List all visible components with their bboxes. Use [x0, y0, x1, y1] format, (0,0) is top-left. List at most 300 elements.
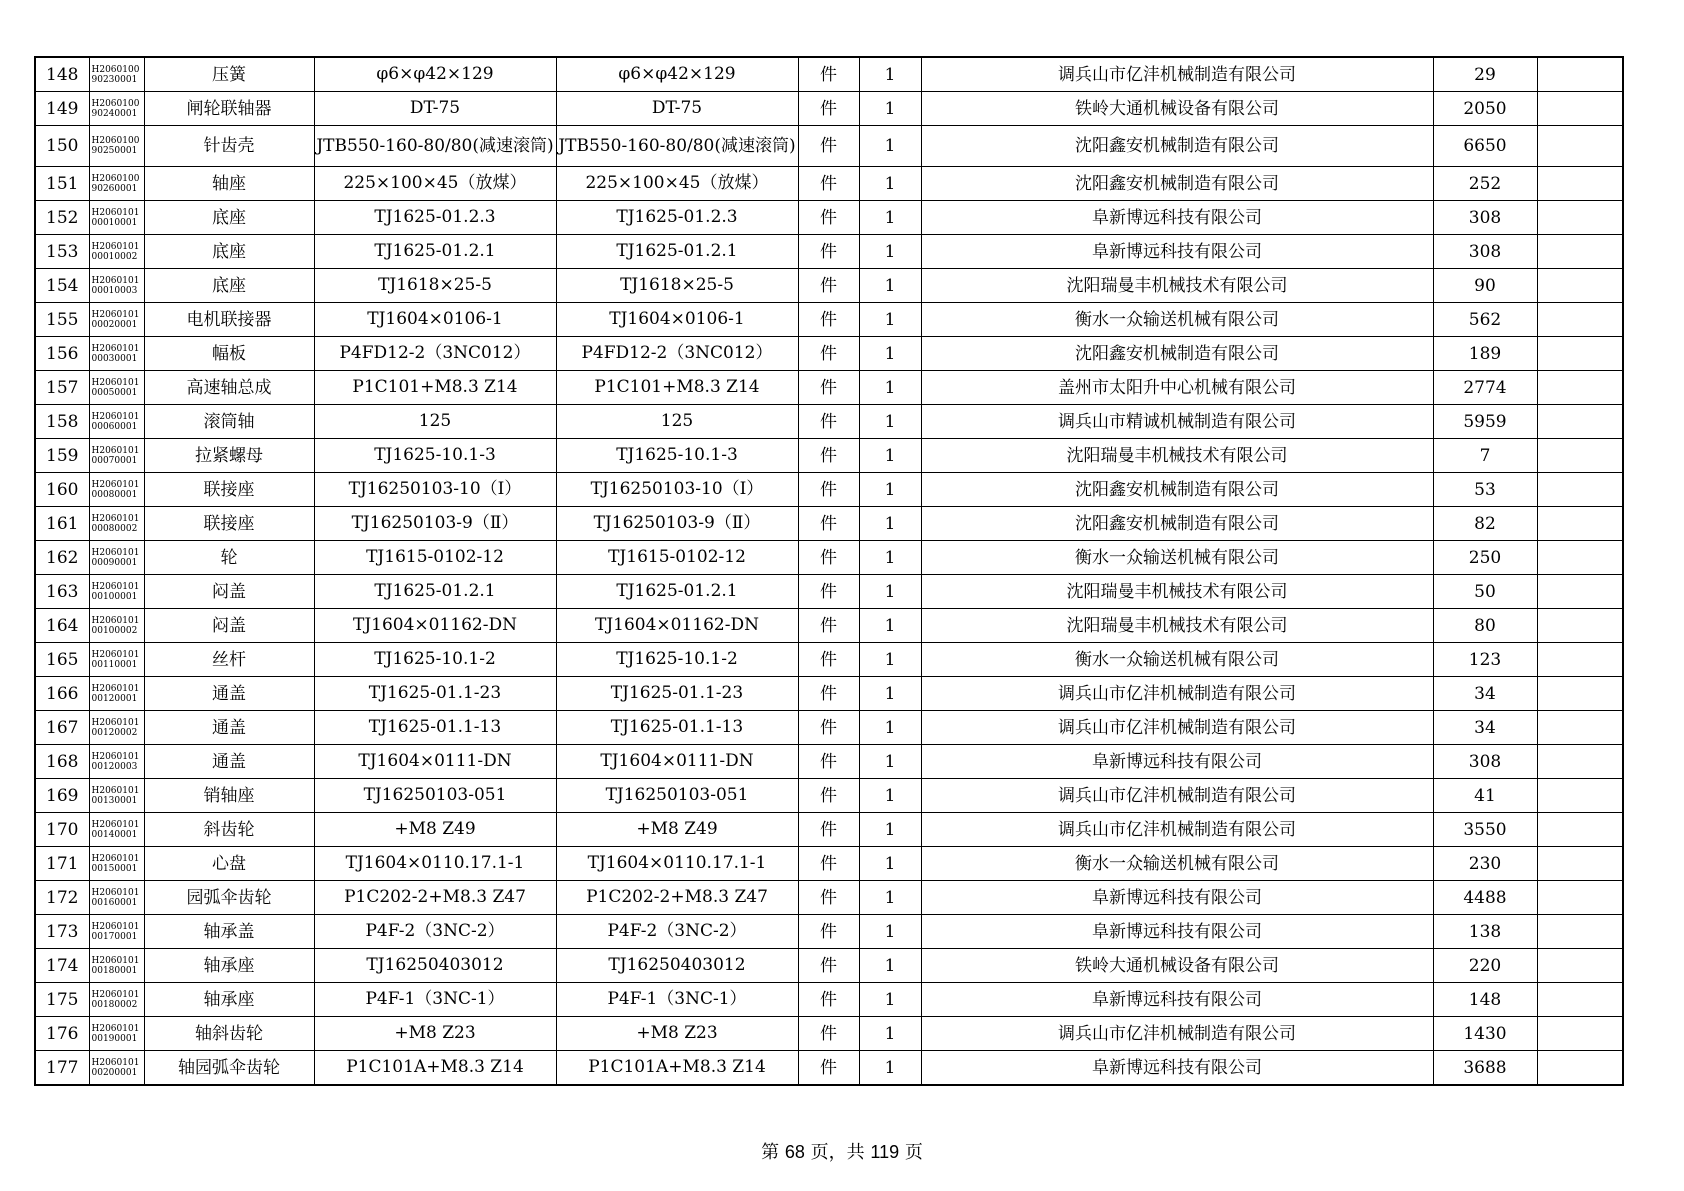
table-row	[35, 473, 1623, 507]
table-row	[35, 507, 1623, 541]
supplier-name-cell: 衡水一众输送机械有限公司	[921, 541, 1433, 575]
material-code-cell: H206010100070001	[89, 439, 144, 473]
material-code-cell: H206010100100002	[89, 609, 144, 643]
specification-cell: P4F-2（3NC-2）	[314, 915, 556, 949]
part-name-cell: 针齿壳	[144, 126, 314, 167]
part-name-cell: 斜齿轮	[144, 813, 314, 847]
material-code-cell: H206010100080001	[89, 473, 144, 507]
part-name-cell: 幅板	[144, 337, 314, 371]
supplier-name-cell: 盖州市太阳升中心机械有限公司	[921, 371, 1433, 405]
specification-cell: TJ1604×01162-DN	[314, 609, 556, 643]
part-name-cell: 通盖	[144, 711, 314, 745]
model-number-cell: P1C202-2+M8.3 Z47	[556, 881, 798, 915]
quantity-cell: 1	[859, 371, 921, 405]
unit-cell: 件	[798, 915, 859, 949]
part-name-cell: 轮	[144, 541, 314, 575]
table-row	[35, 269, 1623, 303]
remarks-cell	[1537, 507, 1623, 541]
model-number-cell: P4F-2（3NC-2）	[556, 915, 798, 949]
model-number-cell: TJ1618×25-5	[556, 269, 798, 303]
unit-cell: 件	[798, 983, 859, 1017]
table-row	[35, 779, 1623, 813]
table-row	[35, 983, 1623, 1017]
row-number-cell: 168	[35, 745, 89, 779]
remarks-cell	[1537, 881, 1623, 915]
supplier-name-cell: 沈阳鑫安机械制造有限公司	[921, 337, 1433, 371]
quantity-cell: 1	[859, 201, 921, 235]
remarks-cell	[1537, 167, 1623, 201]
unit-cell: 件	[798, 92, 859, 126]
row-number-cell: 153	[35, 235, 89, 269]
unit-price-cell: 308	[1433, 201, 1537, 235]
supplier-name-cell: 沈阳瑞曼丰机械技术有限公司	[921, 575, 1433, 609]
specification-cell: TJ1604×0111-DN	[314, 745, 556, 779]
part-name-cell: 心盘	[144, 847, 314, 881]
unit-cell: 件	[798, 779, 859, 813]
unit-price-cell: 50	[1433, 575, 1537, 609]
unit-cell: 件	[798, 1017, 859, 1051]
specification-cell: TJ1625-01.2.3	[314, 201, 556, 235]
unit-cell: 件	[798, 371, 859, 405]
unit-price-cell: 2774	[1433, 371, 1537, 405]
unit-cell: 件	[798, 711, 859, 745]
part-name-cell: 通盖	[144, 677, 314, 711]
material-code-cell: H206010100010003	[89, 269, 144, 303]
part-name-cell: 闷盖	[144, 575, 314, 609]
quantity-cell: 1	[859, 337, 921, 371]
parts-price-table	[34, 56, 1624, 1086]
unit-cell: 件	[798, 881, 859, 915]
supplier-name-cell: 衡水一众输送机械有限公司	[921, 847, 1433, 881]
remarks-cell	[1537, 126, 1623, 167]
model-number-cell: TJ1625-01.1-23	[556, 677, 798, 711]
table-row	[35, 813, 1623, 847]
remarks-cell	[1537, 575, 1623, 609]
unit-cell: 件	[798, 575, 859, 609]
supplier-name-cell: 阜新博远科技有限公司	[921, 745, 1433, 779]
quantity-cell: 1	[859, 677, 921, 711]
material-code-cell: H206010090240001	[89, 92, 144, 126]
row-number-cell: 163	[35, 575, 89, 609]
unit-cell: 件	[798, 269, 859, 303]
quantity-cell: 1	[859, 711, 921, 745]
current-page-number: 68	[784, 1142, 805, 1162]
unit-cell: 件	[798, 745, 859, 779]
row-number-cell: 172	[35, 881, 89, 915]
quantity-cell: 1	[859, 507, 921, 541]
material-code-cell: H206010100050001	[89, 371, 144, 405]
supplier-name-cell: 沈阳鑫安机械制造有限公司	[921, 126, 1433, 167]
remarks-cell	[1537, 813, 1623, 847]
specification-cell: TJ1604×0106-1	[314, 303, 556, 337]
table-row	[35, 235, 1623, 269]
supplier-name-cell: 沈阳瑞曼丰机械技术有限公司	[921, 269, 1433, 303]
remarks-cell	[1537, 235, 1623, 269]
table-row	[35, 201, 1623, 235]
row-number-cell: 164	[35, 609, 89, 643]
part-name-cell: 压簧	[144, 57, 314, 92]
model-number-cell: TJ1625-01.2.1	[556, 235, 798, 269]
table-row	[35, 881, 1623, 915]
specification-cell: TJ16250403012	[314, 949, 556, 983]
quantity-cell: 1	[859, 813, 921, 847]
unit-price-cell: 562	[1433, 303, 1537, 337]
specification-cell: JTB550-160-80/80(减速滚筒)	[314, 126, 556, 167]
unit-cell: 件	[798, 507, 859, 541]
supplier-name-cell: 调兵山市亿沣机械制造有限公司	[921, 677, 1433, 711]
unit-price-cell: 6650	[1433, 126, 1537, 167]
row-number-cell: 148	[35, 57, 89, 92]
model-number-cell: P1C101+M8.3 Z14	[556, 371, 798, 405]
table-row	[35, 575, 1623, 609]
unit-price-cell: 53	[1433, 473, 1537, 507]
remarks-cell	[1537, 609, 1623, 643]
model-number-cell: TJ1625-01.1-13	[556, 711, 798, 745]
unit-cell: 件	[798, 439, 859, 473]
unit-price-cell: 80	[1433, 609, 1537, 643]
remarks-cell	[1537, 405, 1623, 439]
remarks-cell	[1537, 92, 1623, 126]
part-name-cell: 销轴座	[144, 779, 314, 813]
supplier-name-cell: 沈阳鑫安机械制造有限公司	[921, 473, 1433, 507]
unit-cell: 件	[798, 677, 859, 711]
model-number-cell: TJ1625-01.2.3	[556, 201, 798, 235]
row-number-cell: 173	[35, 915, 89, 949]
part-name-cell: 丝杆	[144, 643, 314, 677]
part-name-cell: 底座	[144, 269, 314, 303]
supplier-name-cell: 铁岭大通机械设备有限公司	[921, 92, 1433, 126]
unit-price-cell: 34	[1433, 677, 1537, 711]
part-name-cell: 轴承座	[144, 983, 314, 1017]
part-name-cell: 轴斜齿轮	[144, 1017, 314, 1051]
footer-middle: 页，共	[810, 1142, 865, 1163]
remarks-cell	[1537, 371, 1623, 405]
table-row	[35, 371, 1623, 405]
unit-cell: 件	[798, 813, 859, 847]
supplier-name-cell: 衡水一众输送机械有限公司	[921, 643, 1433, 677]
supplier-name-cell: 衡水一众输送机械有限公司	[921, 303, 1433, 337]
table-row	[35, 745, 1623, 779]
quantity-cell: 1	[859, 235, 921, 269]
unit-cell: 件	[798, 541, 859, 575]
supplier-name-cell: 调兵山市亿沣机械制造有限公司	[921, 813, 1433, 847]
supplier-name-cell: 沈阳鑫安机械制造有限公司	[921, 507, 1433, 541]
unit-price-cell: 220	[1433, 949, 1537, 983]
quantity-cell: 1	[859, 643, 921, 677]
model-number-cell: TJ1604×0110.17.1-1	[556, 847, 798, 881]
row-number-cell: 159	[35, 439, 89, 473]
quantity-cell: 1	[859, 92, 921, 126]
part-name-cell: 轴承座	[144, 949, 314, 983]
unit-price-cell: 7	[1433, 439, 1537, 473]
material-code-cell: H206010100100001	[89, 575, 144, 609]
unit-price-cell: 123	[1433, 643, 1537, 677]
part-name-cell: 闷盖	[144, 609, 314, 643]
specification-cell: P4F-1（3NC-1）	[314, 983, 556, 1017]
table-row	[35, 915, 1623, 949]
specification-cell: TJ1604×0110.17.1-1	[314, 847, 556, 881]
supplier-name-cell: 阜新博远科技有限公司	[921, 983, 1433, 1017]
remarks-cell	[1537, 711, 1623, 745]
quantity-cell: 1	[859, 541, 921, 575]
part-name-cell: 轴座	[144, 167, 314, 201]
table-row	[35, 92, 1623, 126]
unit-price-cell: 308	[1433, 745, 1537, 779]
part-name-cell: 高速轴总成	[144, 371, 314, 405]
unit-price-cell: 1430	[1433, 1017, 1537, 1051]
table-row	[35, 847, 1623, 881]
unit-price-cell: 3688	[1433, 1051, 1537, 1086]
unit-cell: 件	[798, 167, 859, 201]
specification-cell: 225×100×45（放煤）	[314, 167, 556, 201]
material-code-cell: H206010100140001	[89, 813, 144, 847]
table-row	[35, 167, 1623, 201]
remarks-cell	[1537, 473, 1623, 507]
unit-price-cell: 308	[1433, 235, 1537, 269]
table-row	[35, 1017, 1623, 1051]
model-number-cell: TJ1625-10.1-2	[556, 643, 798, 677]
specification-cell: 125	[314, 405, 556, 439]
model-number-cell: +M8 Z49	[556, 813, 798, 847]
supplier-name-cell: 阜新博远科技有限公司	[921, 881, 1433, 915]
row-number-cell: 170	[35, 813, 89, 847]
quantity-cell: 1	[859, 303, 921, 337]
quantity-cell: 1	[859, 439, 921, 473]
unit-cell: 件	[798, 847, 859, 881]
quantity-cell: 1	[859, 126, 921, 167]
remarks-cell	[1537, 643, 1623, 677]
quantity-cell: 1	[859, 847, 921, 881]
row-number-cell: 150	[35, 126, 89, 167]
material-code-cell: H206010100090001	[89, 541, 144, 575]
part-name-cell: 联接座	[144, 473, 314, 507]
remarks-cell	[1537, 779, 1623, 813]
material-code-cell: H206010090250001	[89, 126, 144, 167]
table-body	[35, 57, 1623, 1085]
table-row	[35, 405, 1623, 439]
quantity-cell: 1	[859, 949, 921, 983]
row-number-cell: 156	[35, 337, 89, 371]
part-name-cell: 通盖	[144, 745, 314, 779]
specification-cell: DT-75	[314, 92, 556, 126]
remarks-cell	[1537, 1051, 1623, 1086]
supplier-name-cell: 沈阳瑞曼丰机械技术有限公司	[921, 439, 1433, 473]
supplier-name-cell: 调兵山市亿沣机械制造有限公司	[921, 57, 1433, 92]
row-number-cell: 174	[35, 949, 89, 983]
material-code-cell: H206010090260001	[89, 167, 144, 201]
quantity-cell: 1	[859, 269, 921, 303]
unit-price-cell: 252	[1433, 167, 1537, 201]
specification-cell: TJ1618×25-5	[314, 269, 556, 303]
unit-price-cell: 41	[1433, 779, 1537, 813]
quantity-cell: 1	[859, 609, 921, 643]
unit-price-cell: 5959	[1433, 405, 1537, 439]
material-code-cell: H206010100120002	[89, 711, 144, 745]
unit-cell: 件	[798, 57, 859, 92]
table-row	[35, 337, 1623, 371]
model-number-cell: DT-75	[556, 92, 798, 126]
part-name-cell: 闸轮联轴器	[144, 92, 314, 126]
row-number-cell: 154	[35, 269, 89, 303]
model-number-cell: TJ1615-0102-12	[556, 541, 798, 575]
row-number-cell: 166	[35, 677, 89, 711]
material-code-cell: H206010100200001	[89, 1051, 144, 1086]
model-number-cell: P1C101A+M8.3 Z14	[556, 1051, 798, 1086]
quantity-cell: 1	[859, 575, 921, 609]
supplier-name-cell: 铁岭大通机械设备有限公司	[921, 949, 1433, 983]
model-number-cell: P4F-1（3NC-1）	[556, 983, 798, 1017]
remarks-cell	[1537, 847, 1623, 881]
row-number-cell: 169	[35, 779, 89, 813]
model-number-cell: P4FD12-2（3NC012）	[556, 337, 798, 371]
material-code-cell: H206010100030001	[89, 337, 144, 371]
specification-cell: P4FD12-2（3NC012）	[314, 337, 556, 371]
supplier-name-cell: 阜新博远科技有限公司	[921, 1051, 1433, 1086]
supplier-name-cell: 调兵山市亿沣机械制造有限公司	[921, 711, 1433, 745]
quantity-cell: 1	[859, 983, 921, 1017]
remarks-cell	[1537, 541, 1623, 575]
row-number-cell: 152	[35, 201, 89, 235]
specification-cell: TJ1625-10.1-2	[314, 643, 556, 677]
supplier-name-cell: 阜新博远科技有限公司	[921, 915, 1433, 949]
unit-cell: 件	[798, 201, 859, 235]
remarks-cell	[1537, 439, 1623, 473]
row-number-cell: 176	[35, 1017, 89, 1051]
table-row	[35, 303, 1623, 337]
specification-cell: TJ1625-01.2.1	[314, 575, 556, 609]
part-name-cell: 底座	[144, 201, 314, 235]
material-code-cell: H206010100180001	[89, 949, 144, 983]
specification-cell: TJ1625-01.1-23	[314, 677, 556, 711]
specification-cell: P1C101A+M8.3 Z14	[314, 1051, 556, 1086]
part-name-cell: 联接座	[144, 507, 314, 541]
model-number-cell: TJ1625-01.2.1	[556, 575, 798, 609]
table-row	[35, 711, 1623, 745]
material-code-cell: H206010100010001	[89, 201, 144, 235]
row-number-cell: 162	[35, 541, 89, 575]
model-number-cell: +M8 Z23	[556, 1017, 798, 1051]
model-number-cell: 125	[556, 405, 798, 439]
quantity-cell: 1	[859, 473, 921, 507]
unit-cell: 件	[798, 303, 859, 337]
specification-cell: TJ16250103-9（Ⅱ）	[314, 507, 556, 541]
unit-price-cell: 2050	[1433, 92, 1537, 126]
row-number-cell: 160	[35, 473, 89, 507]
part-name-cell: 电机联接器	[144, 303, 314, 337]
total-page-count: 119	[870, 1142, 900, 1162]
table-row	[35, 126, 1623, 167]
model-number-cell: TJ16250103-051	[556, 779, 798, 813]
remarks-cell	[1537, 915, 1623, 949]
table-row	[35, 643, 1623, 677]
specification-cell: P1C202-2+M8.3 Z47	[314, 881, 556, 915]
table-row	[35, 439, 1623, 473]
remarks-cell	[1537, 1017, 1623, 1051]
quantity-cell: 1	[859, 881, 921, 915]
supplier-name-cell: 调兵山市亿沣机械制造有限公司	[921, 1017, 1433, 1051]
table-row	[35, 677, 1623, 711]
quantity-cell: 1	[859, 915, 921, 949]
remarks-cell	[1537, 269, 1623, 303]
quantity-cell: 1	[859, 57, 921, 92]
unit-price-cell: 82	[1433, 507, 1537, 541]
row-number-cell: 151	[35, 167, 89, 201]
unit-cell: 件	[798, 337, 859, 371]
footer-prefix: 第	[761, 1142, 780, 1163]
unit-price-cell: 90	[1433, 269, 1537, 303]
unit-price-cell: 230	[1433, 847, 1537, 881]
model-number-cell: TJ16250403012	[556, 949, 798, 983]
unit-price-cell: 4488	[1433, 881, 1537, 915]
model-number-cell: JTB550-160-80/80(减速滚筒)	[556, 126, 798, 167]
part-name-cell: 轴园弧伞齿轮	[144, 1051, 314, 1086]
remarks-cell	[1537, 745, 1623, 779]
table-row	[35, 1051, 1623, 1086]
remarks-cell	[1537, 949, 1623, 983]
material-code-cell: H206010100110001	[89, 643, 144, 677]
quantity-cell: 1	[859, 1051, 921, 1086]
row-number-cell: 155	[35, 303, 89, 337]
specification-cell: TJ1615-0102-12	[314, 541, 556, 575]
quantity-cell: 1	[859, 1017, 921, 1051]
material-code-cell: H206010100190001	[89, 1017, 144, 1051]
unit-price-cell: 3550	[1433, 813, 1537, 847]
unit-cell: 件	[798, 609, 859, 643]
row-number-cell: 175	[35, 983, 89, 1017]
remarks-cell	[1537, 201, 1623, 235]
unit-cell: 件	[798, 126, 859, 167]
quantity-cell: 1	[859, 745, 921, 779]
remarks-cell	[1537, 57, 1623, 92]
material-code-cell: H206010100120001	[89, 677, 144, 711]
unit-cell: 件	[798, 235, 859, 269]
footer-suffix: 页	[904, 1142, 923, 1163]
part-name-cell: 底座	[144, 235, 314, 269]
material-code-cell: H206010100020001	[89, 303, 144, 337]
specification-cell: TJ1625-10.1-3	[314, 439, 556, 473]
unit-price-cell: 34	[1433, 711, 1537, 745]
material-code-cell: H206010100120003	[89, 745, 144, 779]
quantity-cell: 1	[859, 405, 921, 439]
table-row	[35, 541, 1623, 575]
material-code-cell: H206010100150001	[89, 847, 144, 881]
unit-price-cell: 148	[1433, 983, 1537, 1017]
specification-cell: TJ1625-01.1-13	[314, 711, 556, 745]
quantity-cell: 1	[859, 779, 921, 813]
row-number-cell: 167	[35, 711, 89, 745]
table-row	[35, 949, 1623, 983]
material-code-cell: H206010100010002	[89, 235, 144, 269]
unit-cell: 件	[798, 1051, 859, 1086]
material-code-cell: H206010090230001	[89, 57, 144, 92]
quantity-cell: 1	[859, 167, 921, 201]
supplier-name-cell: 沈阳瑞曼丰机械技术有限公司	[921, 609, 1433, 643]
unit-price-cell: 189	[1433, 337, 1537, 371]
row-number-cell: 158	[35, 405, 89, 439]
remarks-cell	[1537, 677, 1623, 711]
model-number-cell: TJ16250103-9（Ⅱ）	[556, 507, 798, 541]
supplier-name-cell: 阜新博远科技有限公司	[921, 235, 1433, 269]
unit-price-cell: 250	[1433, 541, 1537, 575]
unit-cell: 件	[798, 643, 859, 677]
material-code-cell: H206010100160001	[89, 881, 144, 915]
supplier-name-cell: 沈阳鑫安机械制造有限公司	[921, 167, 1433, 201]
part-name-cell: 滚筒轴	[144, 405, 314, 439]
row-number-cell: 149	[35, 92, 89, 126]
part-name-cell: 轴承盖	[144, 915, 314, 949]
row-number-cell: 161	[35, 507, 89, 541]
material-code-cell: H206010100060001	[89, 405, 144, 439]
